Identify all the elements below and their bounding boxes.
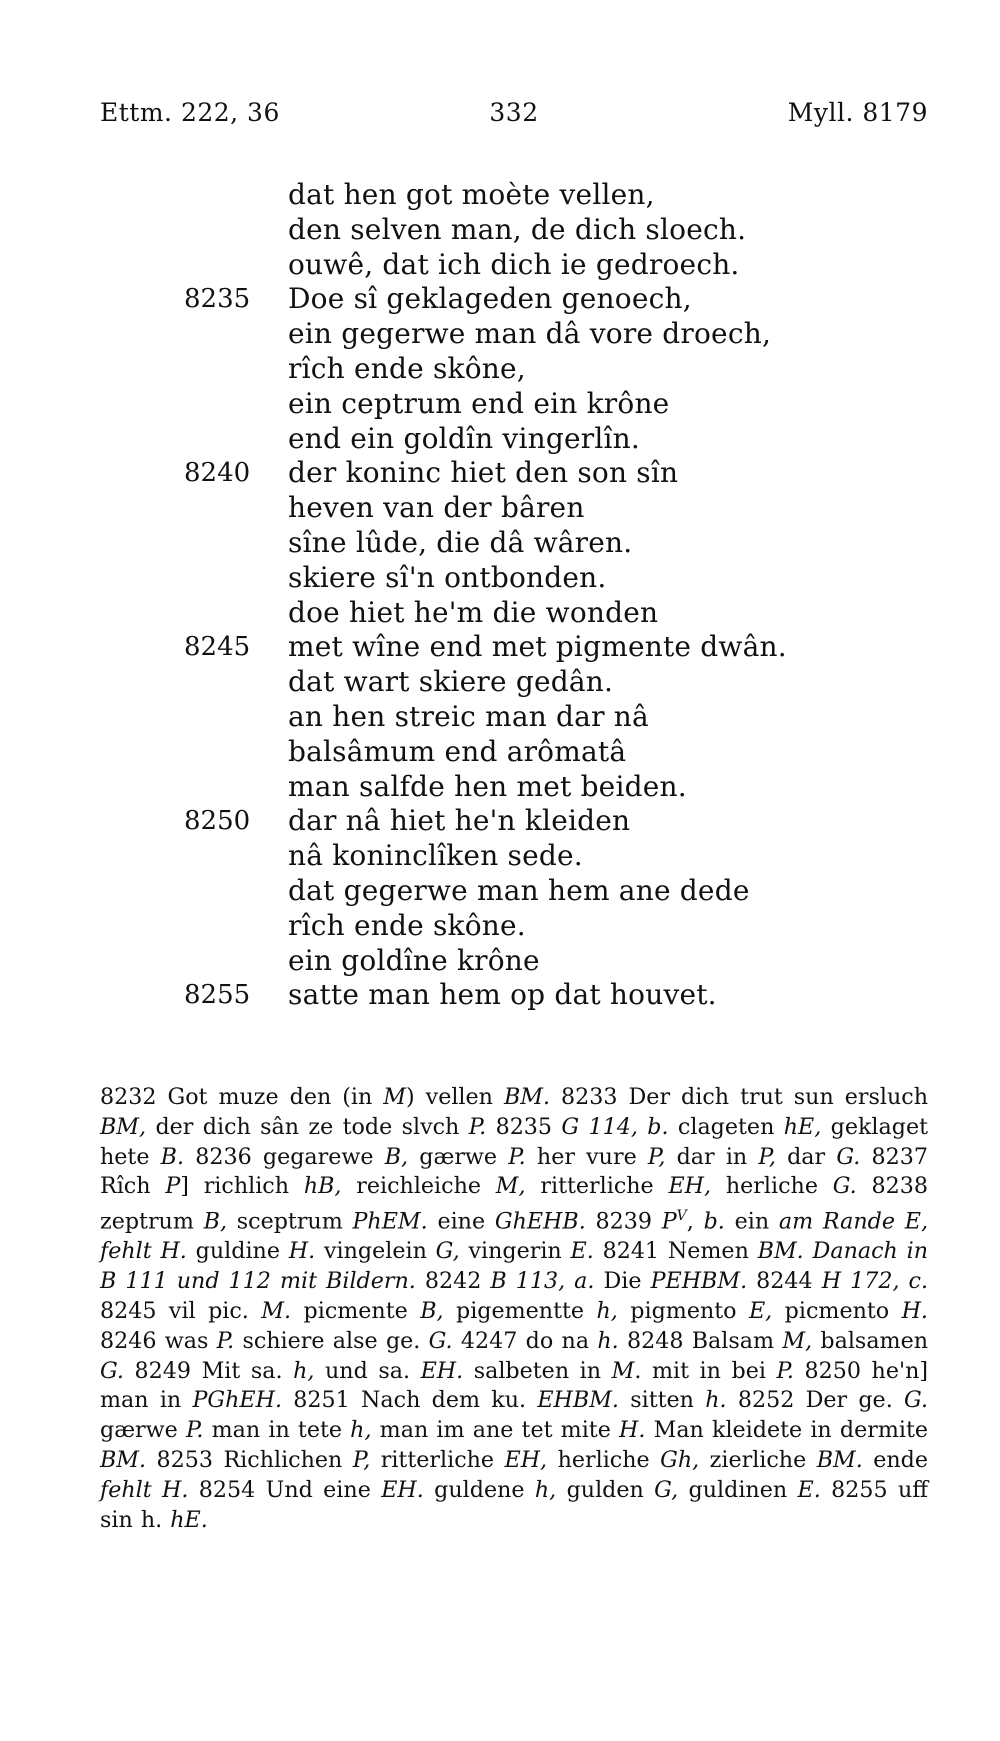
apparatus-text [804, 1238, 813, 1264]
verse-number: 8240 [184, 458, 251, 489]
apparatus-text: pigmento [617, 1297, 749, 1324]
verse-line [0, 700, 1000, 735]
apparatus-siglum: B, [420, 1297, 444, 1324]
apparatus-text: dar [775, 1143, 837, 1170]
verse-text: sîne lûde, die dâ wâren. [288, 525, 633, 559]
apparatus-text: sceptrum [227, 1208, 353, 1235]
apparatus-siglum: BM. [100, 1446, 147, 1473]
apparatus-text: ein [724, 1208, 779, 1235]
apparatus-text: 8246 was [100, 1327, 217, 1354]
apparatus-siglum: M [383, 1084, 407, 1110]
verse-text: ein ceptrum end ein krône [288, 386, 670, 420]
verse-text: ouwê, dat ich dich ie gedroech. [288, 247, 740, 281]
apparatus-siglum: Danach in B 111 und 112 mit Bildern. [100, 1238, 928, 1295]
apparatus-siglum: G, [654, 1476, 679, 1503]
apparatus-text: 8249 Mit sa. [124, 1357, 294, 1384]
apparatus-siglum: E. [570, 1238, 594, 1265]
apparatus-text: 8253 Richlichen [146, 1446, 353, 1473]
apparatus-text: 8235 [486, 1113, 562, 1140]
page-number: 332 [489, 98, 539, 127]
verse-line [0, 978, 1000, 1013]
apparatus-text: ritterliche [525, 1173, 669, 1200]
apparatus-siglum: PGhEH. [192, 1387, 283, 1414]
verse-line [0, 456, 1000, 491]
verse-text: rîch ende skône. [288, 908, 526, 942]
apparatus-siglum: b. [703, 1208, 725, 1235]
verse-line [0, 665, 1000, 700]
verse-text: dat wart skiere gedân. [288, 665, 614, 699]
apparatus-siglum: G. [100, 1357, 124, 1384]
apparatus-text: eine [427, 1208, 495, 1235]
verse-block [0, 178, 1000, 1013]
apparatus-text: , [686, 1208, 704, 1235]
verse-text: heven van der bâren [288, 491, 585, 525]
verse-line [0, 248, 1000, 283]
apparatus-text: reichleiche [341, 1173, 496, 1200]
verse-line [0, 213, 1000, 248]
apparatus-siglum: h, [534, 1476, 557, 1503]
apparatus-text: 8242 [415, 1268, 491, 1295]
verse-text: dar nâ hiet he'n kleiden [288, 804, 631, 838]
verse-text: der koninc hiet den son sîn [288, 456, 679, 490]
apparatus-siglum: EH. [381, 1476, 424, 1503]
apparatus-siglum: BM. [757, 1238, 804, 1265]
verse-line [0, 526, 1000, 561]
apparatus-siglum: h. [705, 1387, 727, 1414]
verse-line [0, 909, 1000, 944]
apparatus-siglum: B 113, a. [490, 1268, 595, 1295]
apparatus-text: Die [594, 1268, 651, 1295]
verse-line [0, 944, 1000, 979]
apparatus-text: 8251 Nach dem ku. [282, 1387, 538, 1414]
apparatus-text: man in tete [203, 1417, 351, 1444]
verse-text: nâ koninclîken sede. [288, 839, 583, 873]
apparatus-siglum: P. [216, 1327, 235, 1354]
apparatus-text: 8236 gegarewe [184, 1143, 385, 1170]
apparatus-siglum: G 114, b. [561, 1113, 669, 1140]
apparatus-siglum: EH, [504, 1446, 548, 1473]
apparatus-siglum: H 172, c. [821, 1268, 929, 1295]
apparatus-text: schiere alse ge. [234, 1327, 429, 1354]
apparatus-text: gærwe [408, 1143, 509, 1170]
verse-text: doe hiet he'm die wonden [288, 595, 659, 629]
apparatus-siglum: B, [384, 1143, 409, 1170]
apparatus-siglum: B. [160, 1143, 185, 1170]
verse-line [0, 804, 1000, 839]
apparatus-text: ) vellen [406, 1084, 504, 1110]
apparatus-text: picmente [291, 1297, 421, 1324]
apparatus-siglum: BM. [503, 1084, 551, 1110]
apparatus-text: 8245 vil pic. [100, 1297, 262, 1324]
verse-text: ein gegerwe man dâ vore droech, [288, 317, 772, 351]
apparatus-text: guldene [423, 1476, 535, 1503]
apparatus-siglum: hB, [303, 1173, 342, 1200]
apparatus-text: ritterliche [370, 1446, 505, 1473]
apparatus-text: 8244 [747, 1268, 822, 1295]
apparatus-siglum: P [165, 1173, 181, 1200]
apparatus-text: 8232 Got muze den (in [100, 1084, 384, 1110]
verse-text: satte man hem op dat houvet. [288, 978, 717, 1012]
apparatus-siglum: B, [203, 1208, 227, 1235]
apparatus-siglum: M, [495, 1173, 526, 1200]
apparatus-siglum: P. [508, 1143, 526, 1170]
verse-line [0, 491, 1000, 526]
apparatus-siglum: H. [619, 1417, 646, 1444]
apparatus-text: sitten [618, 1387, 706, 1414]
apparatus-siglum: P, [647, 1143, 666, 1170]
verse-text: balsâmum end arômatâ [288, 734, 627, 768]
verse-line [0, 282, 1000, 317]
header-left-reference: Ettm. 222, 36 [100, 98, 280, 127]
apparatus-siglum: M, [782, 1327, 813, 1354]
apparatus-siglum: hE. [170, 1506, 208, 1533]
apparatus-text: herliche [547, 1446, 661, 1473]
verse-line [0, 596, 1000, 631]
apparatus-text: ] richlich [180, 1173, 304, 1200]
verse-line [0, 561, 1000, 596]
verse-number: 8255 [184, 980, 251, 1011]
apparatus-siglum: M. [611, 1357, 642, 1384]
verse-line [0, 352, 1000, 387]
verse-number: 8245 [184, 632, 251, 663]
apparatus-text: gulden [556, 1476, 655, 1503]
header-right-reference: Myll. 8179 [787, 98, 928, 127]
apparatus-siglum: EHBM. [537, 1387, 619, 1414]
apparatus-text: guldinen [678, 1476, 798, 1503]
apparatus-text: pigementte [443, 1297, 597, 1324]
apparatus-text: 8233 Der dich trut sun ersluch [550, 1084, 928, 1110]
verse-number: 8250 [184, 806, 251, 837]
verse-text: man salfde hen met beiden. [288, 769, 687, 803]
apparatus-text: der dich sân ze tode slvch [146, 1113, 469, 1140]
verse-number: 8235 [184, 284, 251, 315]
apparatus-siglum: G. [836, 1143, 861, 1170]
apparatus-siglum: G. [832, 1173, 857, 1200]
verse-line [0, 317, 1000, 352]
apparatus-text: 8241 Nemen [593, 1238, 758, 1265]
apparatus-text: 8252 Der ge. [726, 1387, 905, 1414]
apparatus-siglum: P [661, 1208, 677, 1235]
verse-text: Doe sî geklageden genoech, [288, 282, 692, 316]
apparatus-text: 8250 he'n] man in [100, 1357, 929, 1414]
apparatus-siglum: P. [185, 1417, 204, 1444]
apparatus-text: zierliche [699, 1446, 817, 1473]
apparatus-siglum: hE, [783, 1113, 822, 1140]
apparatus-text: dar in [665, 1143, 759, 1170]
verse-line [0, 630, 1000, 665]
verse-text: an hen streic man dar nâ [288, 699, 649, 733]
apparatus-siglum: h, [293, 1357, 315, 1384]
apparatus-siglum: EH. [420, 1357, 464, 1384]
apparatus-text: guldine [186, 1238, 289, 1265]
apparatus-text: herliche [711, 1173, 833, 1200]
running-header [100, 98, 928, 138]
apparatus-siglum: h, [596, 1297, 618, 1324]
apparatus-siglum: h, [350, 1417, 372, 1444]
apparatus-text: mit in bei [641, 1357, 777, 1384]
apparatus-siglum: G. [428, 1327, 453, 1354]
apparatus-siglum: PhEM. [352, 1208, 428, 1235]
verse-text: ein goldîne krône [288, 943, 540, 977]
apparatus-siglum: P. [468, 1113, 487, 1140]
verse-line [0, 874, 1000, 909]
apparatus-siglum: G. [904, 1387, 929, 1414]
apparatus-siglum: P, [758, 1143, 776, 1170]
apparatus-text: 4247 do na [452, 1327, 598, 1354]
apparatus-siglum: P. [776, 1357, 794, 1384]
apparatus-text: und sa. [314, 1357, 421, 1384]
apparatus-siglum: M. [261, 1297, 292, 1324]
apparatus-siglum: h. [597, 1327, 619, 1354]
verse-text: skiere sî'n ontbonden. [288, 560, 607, 594]
apparatus-text: 8255 uff sin h. [100, 1476, 928, 1533]
apparatus-siglum: H. [901, 1297, 928, 1324]
apparatus-text: salbeten in [463, 1357, 612, 1384]
verse-text: dat hen got moète vellen, [288, 178, 655, 211]
apparatus-siglum: BM, [100, 1113, 147, 1140]
verse-line [0, 735, 1000, 770]
apparatus-text: vingerin [459, 1238, 571, 1265]
apparatus-text: 8248 Balsam [618, 1327, 783, 1354]
apparatus-siglum: BM. [816, 1446, 863, 1473]
verse-line [0, 178, 1000, 213]
apparatus-text: geklaget hete [100, 1113, 929, 1170]
apparatus-siglum: E, [748, 1297, 773, 1324]
apparatus-text: balsamen [812, 1327, 929, 1354]
apparatus-text: her vure [525, 1143, 648, 1170]
verse-text: end ein goldîn vingerlîn. [288, 421, 640, 455]
verse-text: den selven man, de dich sloech. [288, 212, 747, 246]
apparatus-text: 8254 Und eine [188, 1476, 382, 1503]
critical-apparatus [100, 1083, 928, 1535]
verse-line [0, 839, 1000, 874]
apparatus-siglum: Gh, [660, 1446, 700, 1473]
apparatus-siglum: PEHBM. [650, 1268, 748, 1295]
apparatus-text: vingelein [315, 1238, 436, 1265]
verse-text: met wîne end met pigmente dwân. [288, 630, 787, 664]
apparatus-text: 8237 Rîch [100, 1143, 928, 1200]
apparatus-text: gærwe [100, 1417, 186, 1444]
apparatus-siglum: fehlt H. [100, 1476, 189, 1503]
apparatus-siglum: EH, [668, 1173, 712, 1200]
verse-text: rîch ende skône, [288, 351, 526, 385]
verse-line [0, 387, 1000, 422]
apparatus-siglum: am Rande E, fehlt H. [100, 1208, 928, 1265]
apparatus-text: ende [862, 1446, 928, 1473]
apparatus-siglum: P, [352, 1446, 371, 1473]
apparatus-text: 8239 [585, 1208, 662, 1235]
verse-line [0, 422, 1000, 457]
apparatus-siglum: E. [797, 1476, 821, 1503]
apparatus-siglum: G, [435, 1238, 460, 1265]
verse-text: dat gegerwe man hem ane dede [288, 873, 750, 907]
verse-line [0, 770, 1000, 805]
apparatus-text: picmento [772, 1297, 902, 1324]
apparatus-text: clageten [668, 1113, 784, 1140]
apparatus-text: Man kleidete in dermite [645, 1417, 929, 1444]
apparatus-siglum: H. [288, 1238, 316, 1265]
apparatus-text: 8238 zeptrum [100, 1173, 929, 1235]
apparatus-text: V [676, 1208, 687, 1225]
apparatus-siglum: GhEHB. [494, 1208, 586, 1235]
apparatus-text: man im ane tet mite [371, 1417, 620, 1444]
